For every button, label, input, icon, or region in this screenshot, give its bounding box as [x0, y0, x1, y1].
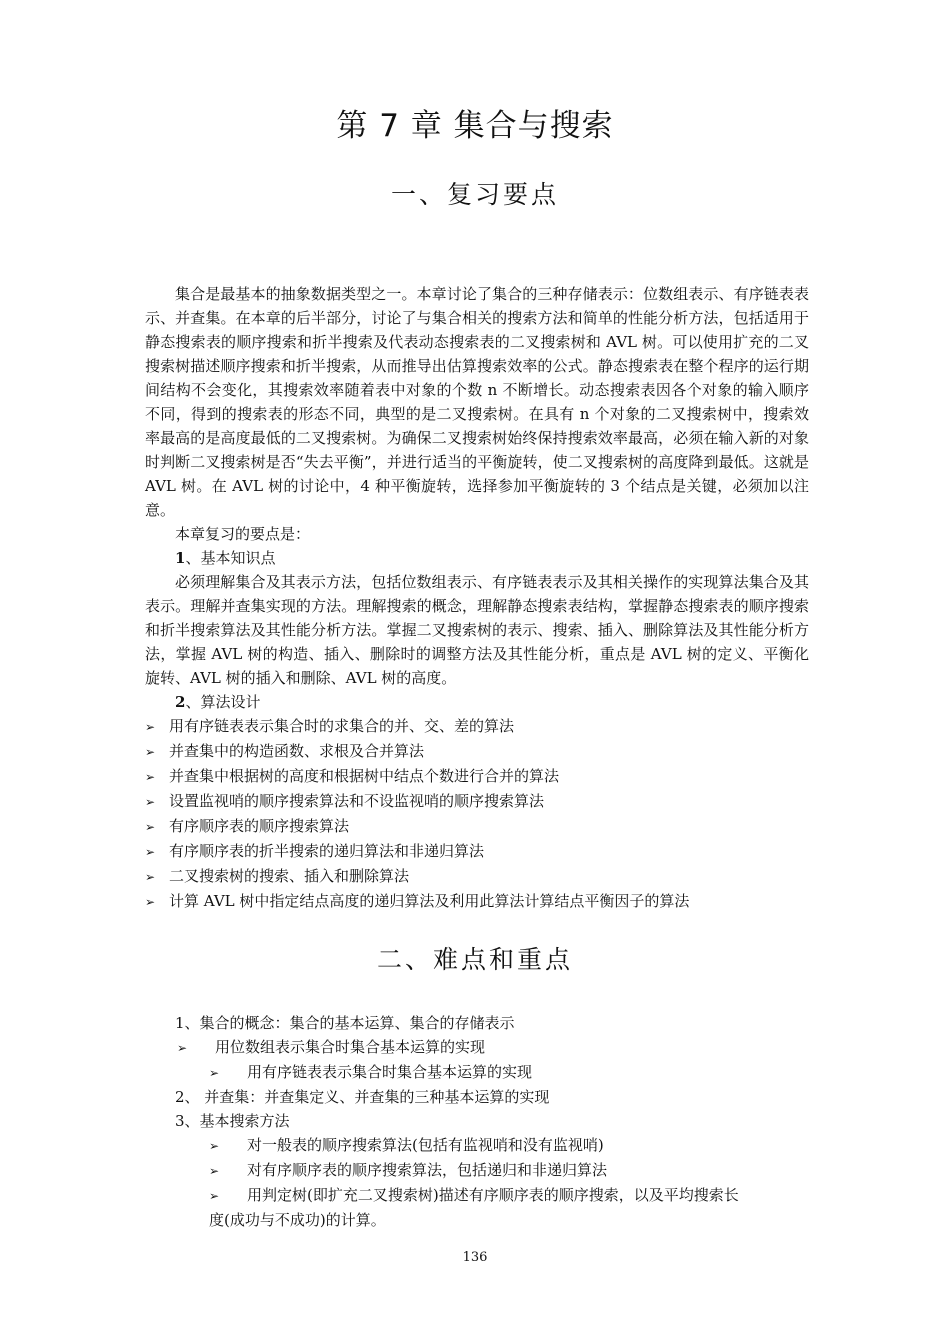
- review-points-label: 本章复习的要点是：: [175, 525, 311, 543]
- list-item: ➢ 对有序顺序表的顺序搜索算法，包括递归和非递归算法: [145, 1158, 809, 1183]
- list-item: ➢ 二叉搜索树的搜索、插入和删除算法: [145, 864, 809, 889]
- arrow-bullet-icon: ➢: [209, 1139, 220, 1153]
- concept-item: 1、集合的概念：集合的基本运算、集合的存储表示: [175, 1014, 515, 1032]
- list-item: ➢ 计算 AVL 树中指定结点高度的递归算法及利用此算法计算结点平衡因子的算法: [145, 889, 809, 914]
- algo-label: 、算法设计: [185, 693, 261, 711]
- algo-number: 2: [175, 693, 186, 711]
- list-item-continuation: 度(成功与不成功)的计算。: [209, 1211, 386, 1229]
- arrow-bullet-icon: ➢: [145, 745, 156, 759]
- list-item: ➢ 有序顺序表的折半搜索的递归算法和非递归算法: [145, 839, 809, 864]
- list-item: ➢ 有序顺序表的顺序搜索算法: [145, 814, 809, 839]
- chapter-title: 第 7 章 集合与搜索: [336, 108, 614, 144]
- arrow-bullet-icon: ➢: [145, 720, 156, 734]
- difficulties-section-body: [145, 1011, 809, 1232]
- arrow-bullet-icon: ➢: [145, 795, 156, 809]
- algo-list: [145, 714, 809, 914]
- list-item: ➢ 并查集中的构造函数、求根及合并算法: [145, 739, 809, 764]
- list-item: ➢ 用位数组表示集合时集合基本运算的实现: [145, 1035, 809, 1060]
- list-item: ➢ 用有序链表表示集合时集合基本运算的实现: [145, 1060, 809, 1085]
- algo-heading: [145, 690, 809, 714]
- arrow-bullet-icon: ➢: [209, 1164, 220, 1178]
- arrow-bullet-icon: ➢: [145, 870, 156, 884]
- list-item: ➢ 设置监视哨的顺序搜索算法和不设监视哨的顺序搜索算法: [145, 789, 809, 814]
- list-item: ➢ 对一般表的顺序搜索算法(包括有监视哨和没有监视哨): [145, 1133, 809, 1158]
- section-heading-review: 一、复习要点: [390, 180, 559, 209]
- knowledge-paragraph: 必须理解集合及其表示方法，包括位数组表示、有序链表表示及其相关操作的实现算法集合及其表示。理解并查集实现的方法。理解搜索的概念，理解静态搜索表结构，掌握静态搜索表的顺序搜索和折半搜索算法及其性能分析方法。掌握二叉搜索树的表示、搜索、插入、删除算法及其性能分析方法，掌握 AVL 树的构造、插入、删除时的调整方法及其性能分析，重点是 AVL 树的定义、平衡化旋转、AVL 树的插入和删除、AVL 树的高度。: [145, 573, 809, 687]
- union-find-item: 2、 并查集：并查集定义、并查集的三种基本运算的实现: [175, 1088, 550, 1106]
- section-heading-difficulties: 二、难点和重点: [376, 945, 573, 974]
- knowledge-number: 1: [175, 549, 186, 567]
- arrow-bullet-icon: ➢: [177, 1041, 188, 1055]
- arrow-bullet-icon: ➢: [209, 1189, 220, 1203]
- arrow-bullet-icon: ➢: [145, 845, 156, 859]
- list-item: ➢ 用有序链表表示集合时的求集合的并、交、差的算法: [145, 714, 809, 739]
- arrow-bullet-icon: ➢: [145, 820, 156, 834]
- knowledge-label: 、基本知识点: [185, 549, 276, 567]
- arrow-bullet-icon: ➢: [145, 770, 156, 784]
- search-methods-item: 3、基本搜索方法: [175, 1112, 290, 1130]
- page-number: 136: [462, 1250, 488, 1265]
- arrow-bullet-icon: ➢: [209, 1066, 220, 1080]
- knowledge-heading: [145, 546, 809, 570]
- list-item: ➢ 用判定树(即扩充二叉搜索树)描述有序顺序表的顺序搜索，以及平均搜索长: [145, 1183, 809, 1208]
- arrow-bullet-icon: ➢: [145, 895, 156, 909]
- review-section-body: [145, 282, 809, 914]
- list-item: ➢ 并查集中根据树的高度和根据树中结点个数进行合并的算法: [145, 764, 809, 789]
- intro-paragraph: 集合是最基本的抽象数据类型之一。本章讨论了集合的三种存储表示：位数组表示、有序链表表示、并查集。在本章的后半部分，讨论了与集合相关的搜索方法和简单的性能分析方法，包括适用于静态搜索表的顺序搜索和折半搜索及代表动态搜索表的二叉搜索树和 AVL 树。可以使用扩充的二叉搜索树描述顺序搜索和折半搜索，从而推导出估算搜索效率的公式。静态搜索表在整个程序的运行期间结构不会变化，其搜索效率随着表中对象的个数 n 不断增长。动态搜索表因各个对象的输入顺序不同，得到的搜索表的形态不同，典型的是二叉搜索树。在具有 n 个对象的二叉搜索树中，搜索效率最高的是高度最低的二叉搜索树。为确保二叉搜索树始终保持搜索效率最高，必须在输入新的对象时判断二叉搜索树是否“失去平衡”，并进行适当的平衡旋转，使二叉搜索树的高度降到最低。这就是 AVL 树。在 AVL 树的讨论中，4 种平衡旋转，选择参加平衡旋转的 3 个结点是关键，必须加以注意。: [145, 285, 809, 519]
